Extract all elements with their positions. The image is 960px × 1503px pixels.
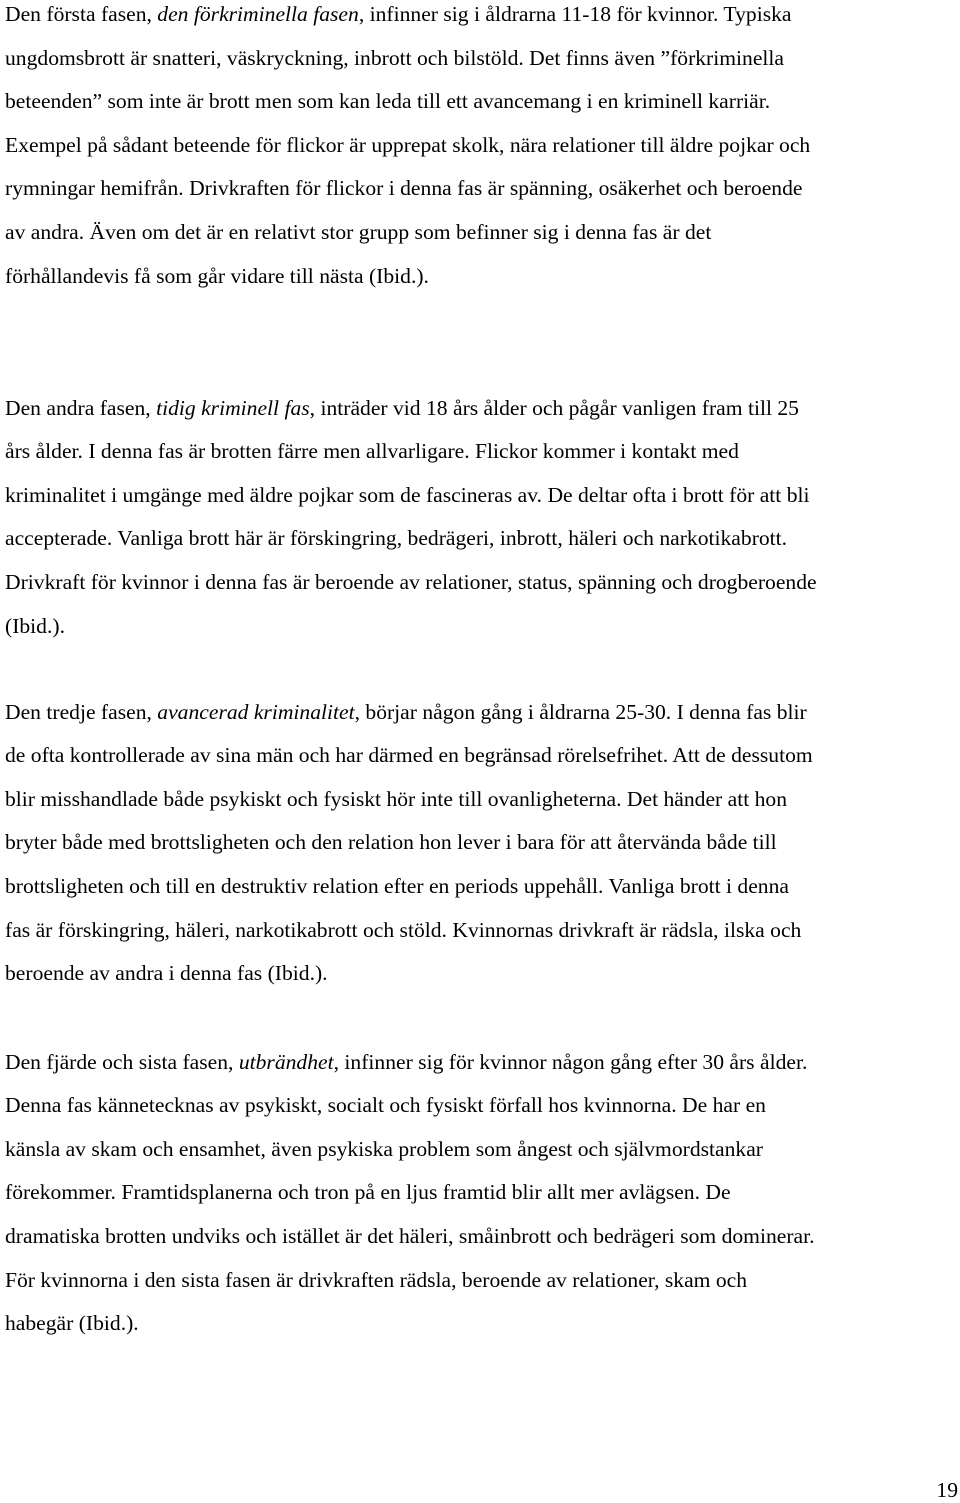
text-line: års ålder. I denna fas är brotten färre men allvarligare. Flickor kommer i kontakt med [5,439,739,464]
text-line: Exempel på sådant beteende för flickor är upprepat skolk, nära relationer till äldre pojkar och [5,132,811,157]
text-line: Den fjärde och sista fasen, utbrändhet, infinner sig för kvinnor någon gång efter 30 års ålder. [5,1049,808,1074]
paragraph-phase-one [5,0,810,298]
emphasized-term: avancerad kriminalitet [157,699,355,724]
text-line: habegär (Ibid.). [5,1311,139,1336]
text-line: av andra. Även om det är en relativt stor grupp som befinner sig i denna fas är det [5,219,712,244]
text-line: Drivkraft för kvinnor i denna fas är beroende av relationer, status, spänning och drogberoende [5,569,817,594]
text-line: beroende av andra i denna fas (Ibid.). [5,961,328,986]
text-line: dramatiska brotten undviks och istället är det häleri, småinbrott och bedrägeri som dominerar. [5,1223,815,1248]
paragraph-phase-two [5,387,817,649]
text-line: rymningar hemifrån. Drivkraften för flickor i denna fas är spänning, osäkerhet och beroende [5,176,803,201]
text-line: Den andra fasen, tidig kriminell fas, inträder vid 18 års ålder och pågår vanligen fram till 25 [5,395,799,420]
text-line: de ofta kontrollerade av sina män och har därmed en begränsad rörelsefrihet. Att de dessutom [5,743,813,768]
paragraph-phase-four [5,1041,815,1346]
text-line: kriminalitet i umgänge med äldre pojkar som de fascineras av. De deltar ofta i brott för att bli [5,482,810,507]
text-line: fas är förskingring, häleri, narkotikabrott och stöld. Kvinnornas drivkraft är rädsla, ilska och [5,917,802,942]
text-line: ungdomsbrott är snatteri, väskryckning, inbrott och bilstöld. Det finns även ”förkriminella [5,45,785,70]
paragraph-phase-three [5,691,813,996]
text-line: förekommer. Framtidsplanerna och tron på en ljus framtid blir allt mer avlägsen. De [5,1180,731,1205]
text-line: känsla av skam och ensamhet, även psykiska problem som ångest och självmordstankar [5,1136,763,1161]
text-line: Den första fasen, den förkriminella fasen, infinner sig i åldrarna 11-18 för kvinnor. Typiska [5,2,792,26]
text-line: blir misshandlade både psykiskt och fysiskt hör inte till ovanligheterna. Det händer att hon [5,786,788,811]
text-line: För kvinnorna i den sista fasen är drivkraften rädsla, beroende av relationer, skam och [5,1267,748,1292]
text-line: Denna fas kännetecknas av psykiskt, socialt och fysiskt förfall hos kvinnorna. De har en [5,1093,766,1118]
text-line: bryter både med brottsligheten och den relation hon lever i bara för att återvända både till [5,830,777,855]
emphasized-term: den förkriminella fasen [157,2,359,26]
text-line: brottsligheten och till en destruktiv relation efter en periods uppehåll. Vanliga brott i denna [5,873,789,898]
text-line: Den tredje fasen, avancerad kriminalitet, börjar någon gång i åldrarna 25-30. I denna fas blir [5,699,807,724]
page-number: 19 [936,1478,958,1502]
text-line: förhållandevis få som går vidare till nästa (Ibid.). [5,263,429,288]
text-line: (Ibid.). [5,613,65,638]
text-line: beteenden” som inte är brott men som kan leda till ett avancemang i en kriminell karriär. [5,89,771,114]
emphasized-term: utbrändhet [238,1049,334,1074]
text-line: accepterade. Vanliga brott här är förskingring, bedrägeri, inbrott, häleri och narkotikabrott. [5,526,788,551]
emphasized-term: tidig kriminell fas [156,395,310,420]
